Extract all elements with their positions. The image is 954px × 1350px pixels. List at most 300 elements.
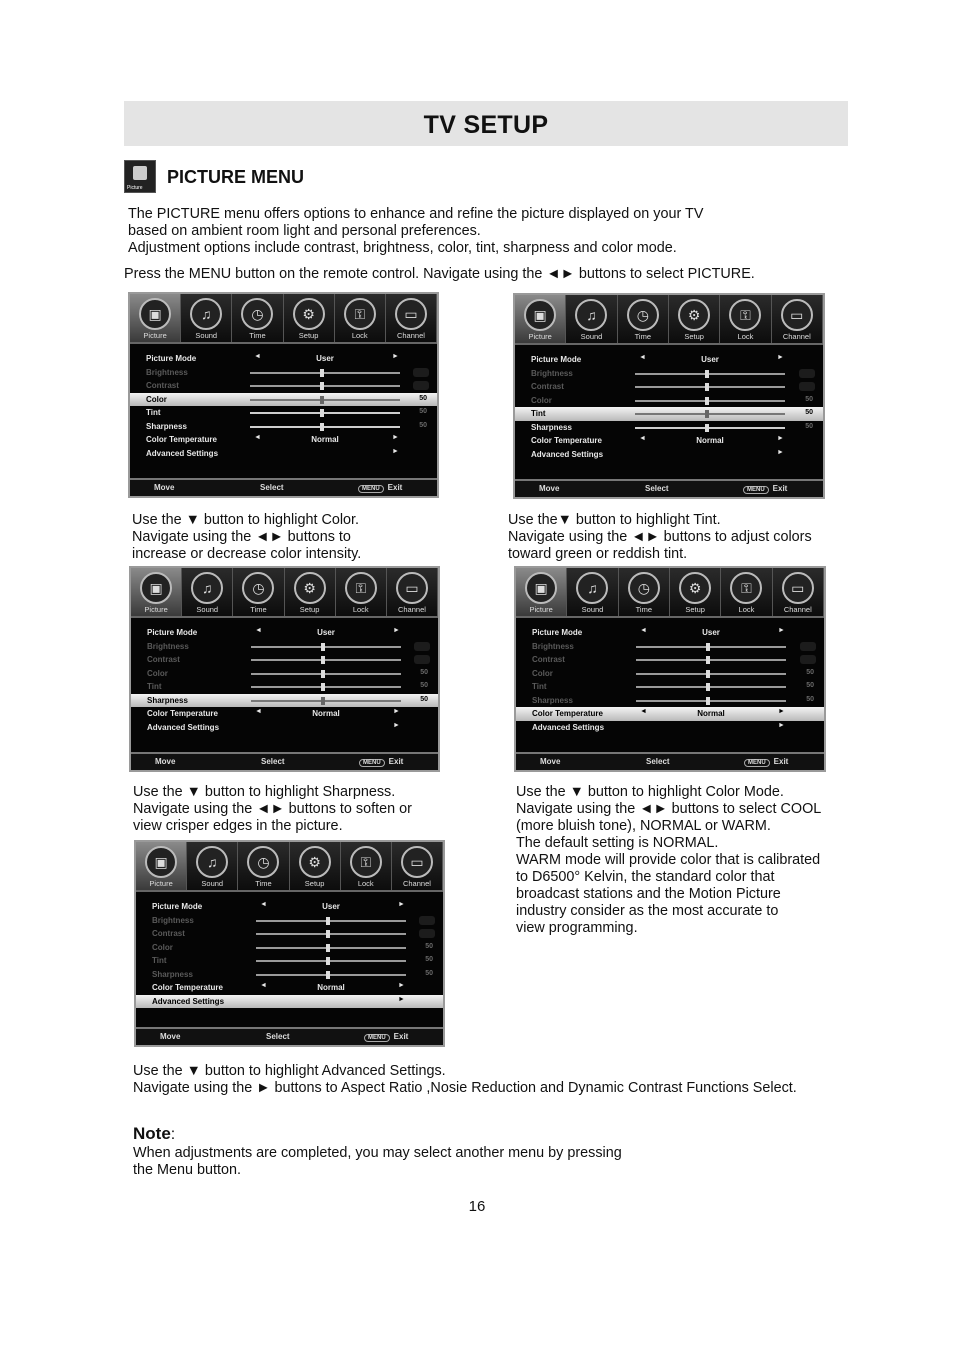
slider-track[interactable]	[251, 686, 401, 688]
tab-label: Picture	[143, 331, 167, 340]
slider-knob[interactable]	[706, 697, 710, 705]
menu-row-sharpness[interactable]	[515, 421, 823, 435]
left-arrow-icon[interactable]: ◄	[639, 435, 646, 442]
slider-track[interactable]	[636, 686, 786, 688]
slider-track[interactable]	[636, 659, 786, 661]
menu-tabs	[515, 295, 823, 345]
tab-channel[interactable]	[773, 568, 824, 616]
menu-row-contrast[interactable]	[130, 379, 437, 393]
value-box	[419, 929, 435, 938]
right-arrow-icon[interactable]: ►	[778, 721, 785, 729]
left-arrow-icon[interactable]: ◄	[260, 982, 267, 989]
caption-color-temperature	[516, 784, 852, 937]
menu-row-advanced[interactable]	[136, 995, 443, 1009]
clock-icon: ◷	[241, 298, 273, 330]
left-arrow-icon[interactable]: ◄	[254, 353, 261, 360]
value-box	[413, 368, 429, 377]
slider-track[interactable]	[250, 399, 400, 401]
row-label: Tint	[147, 682, 162, 691]
menu-row-color-temperature[interactable]	[131, 707, 438, 721]
row-label: Brightness	[146, 367, 188, 377]
slider-knob[interactable]	[706, 670, 710, 678]
right-arrow-icon[interactable]: ►	[398, 901, 405, 908]
osd-color-temperature	[514, 566, 826, 772]
menu-row-tint[interactable]	[516, 680, 824, 694]
row-label: Contrast	[152, 929, 185, 938]
slider-knob[interactable]	[320, 382, 324, 390]
row-label: Advanced Settings	[531, 449, 604, 459]
menu-row-contrast[interactable]	[136, 927, 443, 941]
slider-track[interactable]	[635, 373, 785, 375]
tab-channel[interactable]	[386, 294, 437, 342]
tab-label: Picture	[528, 332, 552, 341]
caption-line: Navigate using the ◄► buttons to select COOL	[516, 801, 822, 817]
menu-row-advanced[interactable]	[131, 721, 438, 735]
menu-row-sharpness[interactable]	[516, 694, 824, 708]
exit-hint	[364, 1032, 408, 1041]
slider-track[interactable]	[250, 426, 400, 428]
speaker-icon: ♫	[191, 572, 223, 604]
exit-hint	[359, 757, 403, 766]
row-label: Advanced Settings	[532, 722, 605, 732]
tab-setup[interactable]	[285, 568, 336, 616]
row-label: Contrast	[147, 655, 180, 664]
slider-knob[interactable]	[326, 917, 330, 925]
tab-time[interactable]	[233, 568, 284, 616]
row-label: Color Temperature	[152, 983, 223, 992]
tab-picture[interactable]	[515, 295, 566, 343]
slider-track[interactable]	[250, 412, 400, 414]
tab-setup[interactable]	[670, 568, 721, 616]
value-box	[800, 642, 816, 651]
tab-setup[interactable]	[290, 842, 341, 890]
value-box	[414, 655, 430, 664]
camera-icon: ▣	[140, 572, 172, 604]
caption-line: to D6500° Kelvin, the standard color that	[516, 869, 775, 885]
note-line: When adjustments are completed, you may select another menu by pressing	[133, 1145, 622, 1161]
tab-lock[interactable]	[720, 295, 771, 343]
tab-sound[interactable]	[567, 568, 618, 616]
menu-key: MENU	[364, 1034, 390, 1042]
slider-knob[interactable]	[320, 396, 324, 404]
slider-value: 50	[425, 969, 433, 977]
camera-icon: ▣	[145, 846, 177, 878]
left-arrow-icon[interactable]: ◄	[260, 901, 267, 908]
menu-row-color-temperature[interactable]	[515, 434, 823, 448]
menu-footer	[130, 478, 437, 496]
menu-row-brightness[interactable]	[130, 366, 437, 380]
slider-knob[interactable]	[705, 397, 709, 405]
slider-knob[interactable]	[321, 670, 325, 678]
gear-icon: ⚙	[679, 572, 711, 604]
tab-sound[interactable]	[566, 295, 617, 343]
tab-channel[interactable]	[387, 568, 438, 616]
row-label: Tint	[152, 956, 167, 965]
tab-label: Time	[634, 332, 652, 341]
slider-track[interactable]	[636, 673, 786, 675]
menu-row-brightness[interactable]	[131, 640, 438, 654]
row-label: Sharpness	[152, 969, 193, 979]
slider-knob[interactable]	[321, 697, 325, 705]
caption-line: industry consider as the most accurate to	[516, 903, 779, 919]
menu-row-sharpness[interactable]	[136, 968, 443, 982]
left-arrow-icon[interactable]: ◄	[640, 627, 647, 634]
tab-time[interactable]	[618, 295, 669, 343]
exit-label: Exit	[388, 757, 404, 766]
row-value: Normal	[311, 435, 339, 444]
move-hint: Move	[154, 483, 175, 492]
tab-setup[interactable]	[669, 295, 720, 343]
tab-label: Time	[249, 331, 266, 340]
tab-label: Picture	[149, 879, 173, 888]
monitor-icon: ▭	[395, 298, 427, 330]
tab-label: Setup	[685, 605, 705, 614]
tab-time[interactable]	[232, 294, 283, 342]
slider-value: 50	[805, 422, 813, 430]
row-value: User	[702, 628, 720, 637]
menu-row-advanced[interactable]	[515, 448, 823, 462]
caption-line: increase or decrease color intensity.	[132, 546, 362, 562]
tab-sound[interactable]	[187, 842, 238, 890]
right-arrow-icon[interactable]: ►	[393, 721, 400, 729]
right-arrow-icon[interactable]: ►	[393, 627, 400, 634]
right-arrow-icon[interactable]: ►	[392, 353, 399, 360]
row-label: Brightness	[147, 641, 189, 651]
page-title-bar	[124, 101, 848, 146]
slider-track[interactable]	[635, 400, 785, 402]
menu-row-picture-mode[interactable]	[515, 353, 823, 367]
osd-sharpness	[129, 566, 440, 772]
value-box	[414, 642, 430, 651]
slider-track[interactable]	[635, 386, 785, 388]
select-hint: Select	[261, 757, 285, 766]
row-label: Contrast	[531, 382, 564, 391]
row-label: Tint	[531, 409, 546, 418]
picture-menu-icon	[124, 160, 156, 193]
menu-tabs	[130, 294, 437, 344]
row-label: Color	[532, 668, 553, 678]
slider-knob[interactable]	[321, 656, 325, 664]
tab-picture[interactable]	[136, 842, 187, 890]
clock-icon: ◷	[627, 299, 659, 331]
slider-value: 50	[805, 395, 813, 403]
value-box	[419, 916, 435, 925]
right-arrow-icon[interactable]: ►	[398, 995, 405, 1003]
right-arrow-icon[interactable]: ►	[778, 708, 785, 715]
slider-knob[interactable]	[706, 656, 710, 664]
menu-tabs	[136, 842, 443, 892]
slider-track[interactable]	[251, 659, 401, 661]
caption-line: Use the ▼ button to highlight Color.	[132, 512, 360, 528]
row-value: User	[317, 628, 335, 637]
row-label: Color Temperature	[146, 435, 217, 444]
slider-value: 50	[806, 682, 814, 689]
tab-lock[interactable]	[336, 568, 387, 616]
menu-footer	[131, 752, 438, 770]
menu-row-advanced[interactable]	[516, 721, 824, 735]
page-number: 16	[468, 1198, 486, 1215]
slider-value: 50	[805, 409, 813, 416]
row-label: Brightness	[532, 641, 574, 651]
menu-rows	[515, 353, 823, 461]
slider-track[interactable]	[256, 933, 406, 935]
slider-track[interactable]	[636, 646, 786, 648]
row-value: User	[701, 355, 719, 364]
row-label: Color	[152, 942, 173, 952]
gear-icon: ⚙	[294, 572, 326, 604]
menu-row-tint[interactable]	[136, 954, 443, 968]
slider-track[interactable]	[250, 385, 400, 387]
menu-footer	[516, 752, 824, 770]
slider-value: 50	[420, 668, 428, 676]
row-label: Color	[146, 394, 167, 404]
menu-row-tint[interactable]	[131, 680, 438, 694]
left-arrow-icon[interactable]: ◄	[639, 354, 646, 361]
menu-rows	[516, 626, 824, 734]
menu-row-brightness[interactable]	[515, 367, 823, 381]
tab-setup[interactable]	[284, 294, 335, 342]
camera-icon	[133, 166, 147, 180]
exit-hint	[744, 757, 788, 766]
exit-label: Exit	[772, 484, 788, 493]
slider-track[interactable]	[256, 960, 406, 962]
slider-knob[interactable]	[706, 643, 710, 651]
slider-knob[interactable]	[320, 369, 324, 377]
caption-line: Use the ▼ button to highlight Advanced Settings.	[133, 1063, 446, 1079]
slider-track[interactable]	[635, 427, 785, 429]
row-label: Advanced Settings	[152, 996, 225, 1006]
note-text	[133, 1145, 733, 1179]
caption-line: Use the ▼ button to highlight Sharpness.	[133, 784, 396, 800]
row-label: Picture Mode	[531, 355, 582, 364]
tab-picture[interactable]	[130, 294, 181, 342]
row-label: Picture Mode	[532, 628, 583, 637]
intro-line: based on ambient room light and personal preferences.	[128, 223, 481, 239]
move-hint: Move	[540, 757, 561, 766]
right-arrow-icon[interactable]: ►	[392, 447, 399, 455]
tab-sound[interactable]	[181, 294, 232, 342]
row-label: Picture Mode	[147, 628, 198, 637]
row-label: Tint	[532, 682, 547, 691]
select-hint: Select	[645, 484, 669, 493]
menu-key: MENU	[359, 759, 385, 767]
right-arrow-icon[interactable]: ►	[777, 354, 784, 361]
row-value: Normal	[697, 709, 725, 718]
menu-row-color[interactable]	[516, 667, 824, 681]
slider-value: 50	[420, 682, 428, 689]
intro-line: Adjustment options include contrast, brightness, color, tint, sharpness and color mode.	[128, 240, 677, 256]
press-menu-line: Press the MENU button on the remote control. Navigate using the ◄► buttons to select PICTURE.	[124, 266, 755, 282]
caption-color	[132, 512, 462, 563]
menu-row-color-temperature[interactable]	[516, 707, 824, 721]
tab-label: Time	[635, 605, 653, 614]
tab-time[interactable]	[619, 568, 670, 616]
tab-lock[interactable]	[341, 842, 392, 890]
monitor-icon: ▭	[781, 299, 813, 331]
row-label: Color Temperature	[531, 436, 602, 445]
lock-icon: ⚿	[729, 299, 761, 331]
menu-row-color[interactable]	[130, 393, 437, 407]
row-value: Normal	[317, 983, 345, 992]
tab-label: Setup	[684, 332, 704, 341]
menu-row-sharpness[interactable]	[131, 694, 438, 708]
left-arrow-icon[interactable]: ◄	[254, 434, 261, 441]
note-heading	[133, 1124, 175, 1144]
menu-row-contrast[interactable]	[516, 653, 824, 667]
slider-knob[interactable]	[705, 370, 709, 378]
left-arrow-icon[interactable]: ◄	[255, 627, 262, 634]
row-label: Color	[147, 668, 168, 678]
speaker-icon: ♫	[575, 299, 607, 331]
slider-knob[interactable]	[326, 971, 330, 979]
row-value: Normal	[312, 709, 340, 718]
tab-picture[interactable]	[131, 568, 182, 616]
tab-lock[interactable]	[721, 568, 772, 616]
select-hint: Select	[266, 1032, 290, 1041]
slider-knob[interactable]	[326, 957, 330, 965]
caption-tint	[508, 512, 848, 563]
caption-line: (more bluish tone), NORMAL or WARM.	[516, 818, 771, 834]
slider-track[interactable]	[256, 947, 406, 949]
slider-track[interactable]	[256, 974, 406, 976]
menu-row-contrast[interactable]	[131, 653, 438, 667]
caption-line: broadcast stations and the Motion Picture	[516, 886, 781, 902]
tab-label: Sound	[196, 605, 219, 614]
menu-row-tint[interactable]	[130, 406, 437, 420]
row-label: Picture Mode	[146, 354, 197, 363]
move-hint: Move	[155, 757, 176, 766]
note-colon: :	[170, 1126, 176, 1143]
right-arrow-icon[interactable]: ►	[777, 435, 784, 442]
slider-knob[interactable]	[321, 643, 325, 651]
slider-track[interactable]	[251, 700, 401, 702]
right-arrow-icon[interactable]: ►	[777, 448, 784, 456]
tab-label: Picture	[529, 605, 553, 614]
slider-track[interactable]	[251, 673, 401, 675]
menu-row-brightness[interactable]	[516, 640, 824, 654]
tab-label: Sound	[580, 332, 603, 341]
menu-row-picture-mode[interactable]	[131, 626, 438, 640]
tab-label: Lock	[351, 331, 368, 340]
left-arrow-icon[interactable]: ◄	[255, 708, 262, 715]
menu-row-picture-mode[interactable]	[516, 626, 824, 640]
caption-line: The default setting is NORMAL.	[516, 835, 719, 851]
caption-line: WARM mode will provide color that is calibrated	[516, 852, 821, 868]
caption-line: view crisper edges in the picture.	[133, 818, 343, 834]
tab-picture[interactable]	[516, 568, 567, 616]
slider-knob[interactable]	[705, 410, 709, 418]
slider-track[interactable]	[635, 413, 785, 415]
slider-track[interactable]	[256, 920, 406, 922]
caption-line: toward green or reddish tint.	[508, 546, 688, 562]
tab-label: Time	[250, 605, 267, 614]
left-arrow-icon[interactable]: ◄	[640, 708, 647, 715]
tab-label: Sound	[195, 331, 218, 340]
menu-row-color[interactable]	[136, 941, 443, 955]
slider-knob[interactable]	[326, 944, 330, 952]
camera-icon: ▣	[524, 299, 556, 331]
menu-tabs	[131, 568, 438, 618]
tab-label: Channel	[402, 879, 431, 888]
tab-label: Channel	[396, 331, 425, 340]
tab-label: Picture	[144, 605, 168, 614]
menu-row-picture-mode[interactable]	[136, 900, 443, 914]
menu-footer	[136, 1027, 443, 1045]
right-arrow-icon[interactable]: ►	[392, 434, 399, 441]
menu-row-advanced[interactable]	[130, 447, 437, 461]
menu-row-sharpness[interactable]	[130, 420, 437, 434]
clock-icon: ◷	[628, 572, 660, 604]
menu-row-color[interactable]	[515, 394, 823, 408]
caption-line: Use the ▼ button to highlight Color Mode.	[516, 784, 784, 800]
tab-sound[interactable]	[182, 568, 233, 616]
gear-icon: ⚙	[299, 846, 331, 878]
slider-knob[interactable]	[320, 409, 324, 417]
menu-row-contrast[interactable]	[515, 380, 823, 394]
slider-knob[interactable]	[705, 383, 709, 391]
row-label: Picture Mode	[152, 902, 203, 911]
menu-row-color-temperature[interactable]	[130, 433, 437, 447]
slider-knob[interactable]	[706, 683, 710, 691]
menu-row-tint[interactable]	[515, 407, 823, 421]
value-box	[413, 381, 429, 390]
row-label: Sharpness	[531, 422, 572, 432]
tab-channel[interactable]	[772, 295, 823, 343]
gear-icon: ⚙	[293, 298, 325, 330]
page-title: TV SETUP	[423, 111, 549, 139]
right-arrow-icon[interactable]: ►	[398, 982, 405, 989]
right-arrow-icon[interactable]: ►	[393, 708, 400, 715]
menu-rows	[130, 352, 437, 460]
clock-icon: ◷	[247, 846, 279, 878]
menu-row-color[interactable]	[131, 667, 438, 681]
caption-line: view programming.	[516, 920, 638, 936]
slider-track[interactable]	[636, 700, 786, 702]
slider-knob[interactable]	[321, 683, 325, 691]
row-label: Advanced Settings	[146, 448, 219, 458]
row-value: User	[322, 902, 340, 911]
tab-channel[interactable]	[392, 842, 443, 890]
menu-row-picture-mode[interactable]	[130, 352, 437, 366]
menu-row-color-temperature[interactable]	[136, 981, 443, 995]
caption-sharpness	[133, 784, 463, 835]
row-label: Brightness	[531, 368, 573, 378]
slider-track[interactable]	[250, 372, 400, 374]
slider-track[interactable]	[251, 646, 401, 648]
slider-value: 50	[419, 394, 427, 402]
tab-label: Sound	[581, 605, 604, 614]
exit-hint	[743, 484, 787, 493]
right-arrow-icon[interactable]: ►	[778, 627, 785, 634]
slider-knob[interactable]	[326, 930, 330, 938]
menu-row-brightness[interactable]	[136, 914, 443, 928]
slider-knob[interactable]	[705, 424, 709, 432]
tab-time[interactable]	[238, 842, 289, 890]
intro-paragraph	[128, 206, 848, 257]
speaker-icon: ♫	[576, 572, 608, 604]
caption-line: Navigate using the ◄► buttons to soften or	[133, 801, 412, 817]
row-label: Contrast	[532, 655, 565, 664]
tab-lock[interactable]	[335, 294, 386, 342]
slider-value: 50	[419, 408, 427, 415]
section-title: PICTURE MENU	[167, 167, 305, 187]
slider-knob[interactable]	[320, 423, 324, 431]
camera-icon: ▣	[139, 298, 171, 330]
exit-label: Exit	[387, 483, 403, 492]
row-label: Color Temperature	[147, 709, 218, 718]
menu-rows	[136, 900, 443, 1008]
tab-label: Lock	[738, 605, 755, 614]
